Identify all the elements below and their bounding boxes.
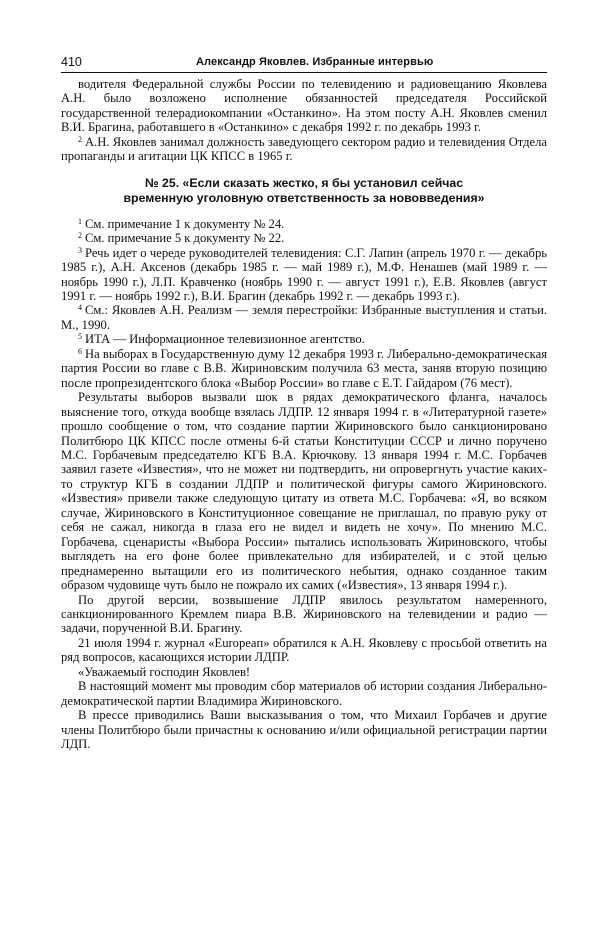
page-header: [61, 55, 547, 73]
note: $^3$ Речь идет о череде руководителей телевидения: С.Г. Лапин (апрель 1970 г. — декабрь 1985 г.), А.Н. Аксенов (декабрь 1985 г. — май 1989 г.), М.Ф. Ненашев (май 1989 г. — ноябрь 1990 г.), Л.П. Кравченко (ноябрь 1990 г. — август 1991 г.), Е.В. Яковлев (август 1991 г. — ноябрь 1992 г.), В.И. Брагин (декабрь 1992 г. — декабрь 1993 г.).: [61, 245, 547, 303]
paragraph: По другой версии, возвышение ЛДПР явилось результатом намеренного, санкционированного Кремлем пиара В.В. Жириновского на телевидении и радио — задачи, порученной В.И. Брагину.: [61, 592, 547, 636]
note-number: 5: [78, 332, 82, 342]
header-rule: [61, 72, 547, 73]
paragraph: Результаты выборов вызвали шок в рядах демократического фланга, началось выяснение того, откуда вообще взялась ЛДПР. 12 января 1994 г. в «Литературной газете» прошло сообщение о том, что создание партии Жириновского было санкционировано Политбюро ЦК КПСС после отмены 6-й статьи Конституции СССР и лично поручено М.С. Горбачевым председателю КГБ В.А. Крючкову. 13 января 1994 г. М.С. Горбачев заявил газете «Известия», что не может ни подтвердить, ни опровергнуть участие каких-то структур КГБ в создании ЛДПР и политической фигуры самого Жириновского. «Известия» привели также следующую цитату из ответа М.С. Горбачева: «Я, во всяком случае, Жириновского в Конституционное совещание не приглашал, по правую руку от себя не сажал, никогда в глаза его не видел и видеть не хочу». По мнению М.С. Горбачева, сценаристы «Выбора России» пытались использовать Жириновского, чтобы выглядеть на его фоне более привлекательно для избирателей, и с этой целью преднамеренно вытащили его из политического небытия, однако созданное таким образом чудовище чуть было не пожрало их самих («Известия», 13 января 1994 г.).: [61, 390, 547, 593]
note: $^2$ См. примечание 5 к документу № 22.: [78, 231, 285, 246]
paragraph: 21 июля 1994 г. журнал «Europeaп» обратился к А.Н. Яковлеву с просьбой ответить на ряд вопросов, касающихся истории ЛДПР.: [61, 635, 547, 665]
note-number: 2: [78, 134, 82, 144]
paragraph: «Уважаемый господин Яковлев!: [78, 664, 251, 679]
note: $^1$ См. примечание 1 к документу № 24.: [78, 216, 285, 231]
page-body: [61, 77, 547, 751]
note-number: 1: [78, 216, 82, 226]
document-title-line: временную уголовную ответственность за нововведения»: [123, 190, 485, 205]
note: $^5$ ИТА — Информационное телевизионное агентство.: [78, 332, 365, 347]
note-number: 3: [78, 245, 82, 255]
note: $^2$ А.Н. Яковлев занимал должность заведующего сектором радио и телевидения Отдела пропаганды и агитации ЦК КПСС в 1965 г.: [61, 134, 547, 164]
running-title: Александр Яковлев. Избранные интервью: [196, 56, 434, 68]
document-title: [61, 176, 547, 206]
note-number: 4: [78, 303, 82, 313]
note: $^4$ См.: Яковлев А.Н. Реализм — земля перестройки: Избранные выступления и статьи. М., 1990.: [61, 303, 547, 332]
document-title-line: № 25. «Если сказать жестко, я бы установил сейчас: [144, 175, 464, 190]
paragraph: В прессе приводились Ваши высказывания о том, что Михаил Горбачев и другие члены Политбюро были причастны к основанию и/или официальной регистрации партии ЛДП.: [61, 708, 547, 752]
note-number: 6: [78, 346, 82, 356]
note: $^6$ На выборах в Государственную думу 12 декабря 1993 г. Либерально-демократическая партия России во главе с В.В. Жириновским получила 63 места, заняв вторую позицию после пропрезидентского блока «Выбор России» во главе с Е.Т. Гайдаром (76 мест).: [61, 346, 547, 390]
note-continued: водителя Федеральной службы России по телевидению и радиовещанию Яковлева А.Н. было возложено исполнение обязанностей председателя Российской государственной телерадиокомпании «Останкино». На этом посту А.Н. Яковлев сменил В.И. Брагина, работавшего в «Останкино» с декабря 1992 г. по декабрь 1993 г.: [61, 77, 547, 135]
paragraph: В настоящий момент мы проводим сбор материалов об истории создания Либерально-демократической партии Владимира Жириновского.: [61, 679, 547, 708]
page-number: 410: [61, 55, 82, 69]
note-number: 2: [78, 231, 82, 241]
